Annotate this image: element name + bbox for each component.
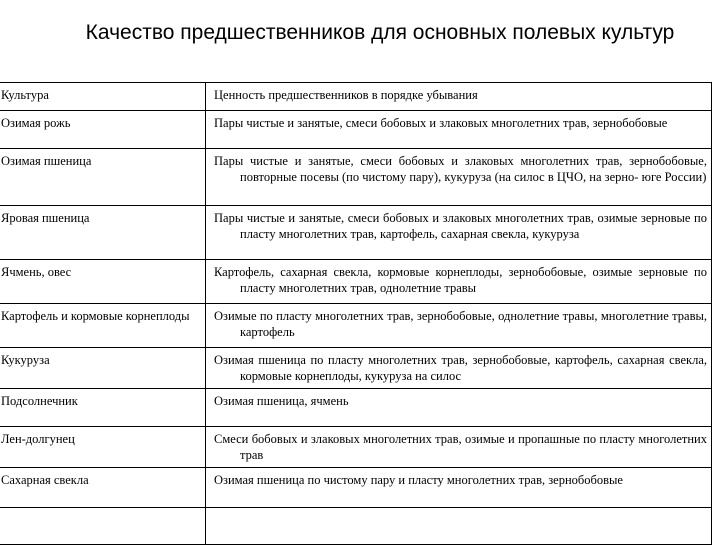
predecessor-value: Озимые по пласту многолетних трав, зернобобовые, однолетние травы, многолетние травы, картофель [214, 309, 707, 339]
predecessor-value: Озимая пшеница по пласту многолетних трав, зернобобовые, картофель, сахарная свекла, кормовые корнеплоды, кукуруза на силос [214, 353, 707, 383]
header-value: Ценность предшественников в порядке убывания [206, 83, 712, 111]
crop-name: Озимая пшеница [1, 154, 92, 168]
predecessor-value: Пары чистые и занятые, смеси бобовых и злаковых многолетних трав, зернобобовые, повторные посевы (по чистому пару), кукуруза (на силос в ЦЧО, на зерно- юге России) [214, 154, 707, 184]
table-row [0, 260, 712, 304]
predecessor-value: Пары чистые и занятые, смеси бобовых и злаковых многолетних трав, озимые зерновые по пласту многолетних трав, картофель, сахарная свекла, кукуруза [214, 211, 707, 241]
crop-name: Ячмень, овес [1, 265, 72, 279]
table-row [0, 468, 712, 508]
predecessor-value: Смеси бобовых и злаковых многолетних трав, озимые и пропашные по пласту многолетних трав [214, 432, 707, 462]
crop-name: Озимая рожь [1, 116, 71, 130]
crop-name: Картофель и кормовые корнеплоды [1, 309, 190, 323]
crop-name: Подсолнечник [1, 394, 78, 408]
predecessors-table [0, 82, 712, 545]
predecessor-value: Картофель, сахарная свекла, кормовые корнеплоды, зернобобовые, озимые зерновые по пласту многолетних трав, однолетние травы [214, 265, 707, 295]
table-row [0, 304, 712, 348]
crop-name: Лен-долгунец [1, 432, 75, 446]
crop-name: Кукуруза [1, 353, 50, 367]
table-row [0, 149, 712, 206]
header-crop: Культура [0, 83, 206, 111]
table-row [0, 427, 712, 468]
table-header-row [0, 83, 712, 111]
table-row [0, 389, 712, 427]
crop-name: Сахарная свекла [1, 473, 89, 487]
page-title: Качество предшественников для основных полевых культур [85, 21, 675, 44]
predecessor-value: Пары чистые и занятые, смеси бобовых и злаковых многолетних трав, зернобобовые [214, 116, 668, 130]
table-row [0, 508, 712, 545]
table-row [0, 206, 712, 260]
table-row [0, 111, 712, 149]
table-row [0, 348, 712, 389]
predecessor-value: Озимая пшеница, ячмень [214, 394, 349, 408]
predecessor-value: Озимая пшеница по чистому пару и пласту многолетних трав, зернобобовые [214, 473, 623, 487]
crop-name: Яровая пшеница [1, 211, 90, 225]
